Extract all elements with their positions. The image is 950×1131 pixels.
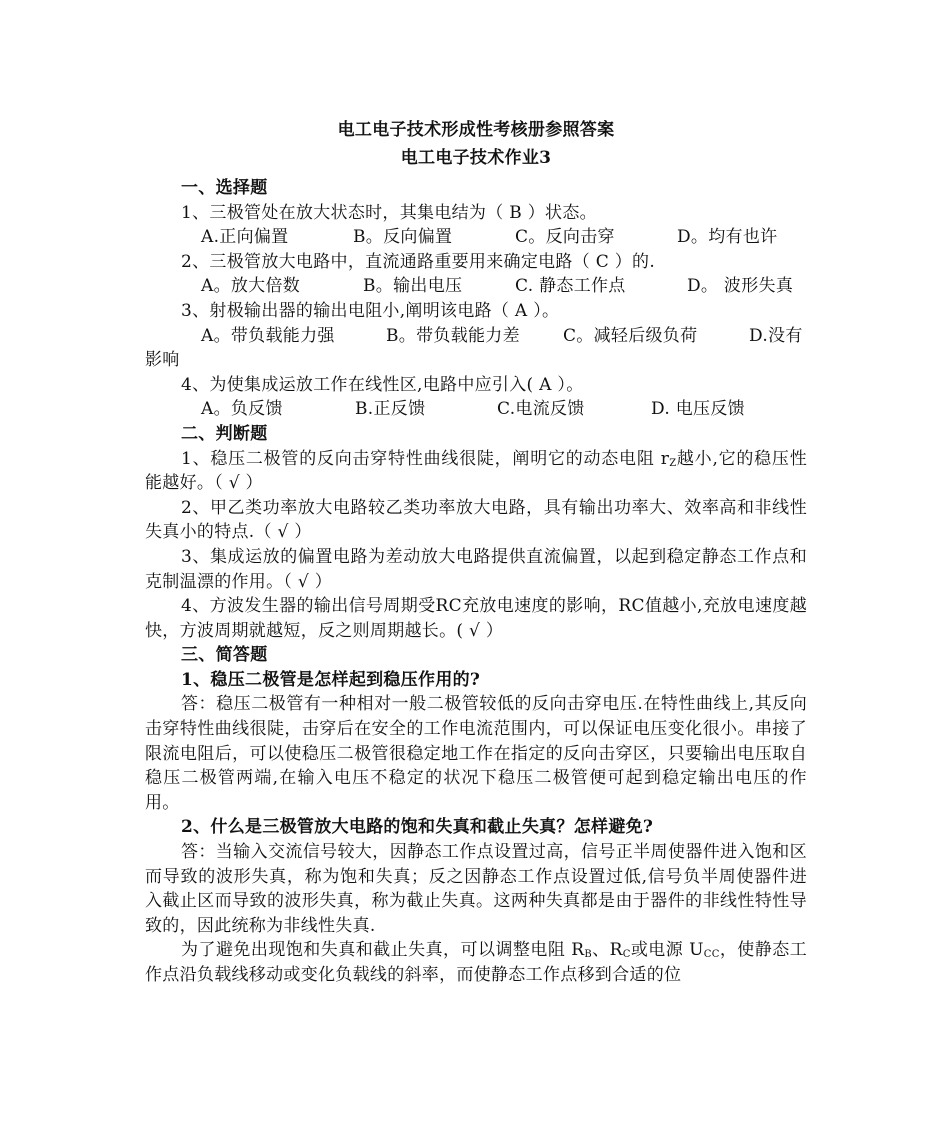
subscript: B — [584, 949, 592, 961]
option: A.正向偏置 — [201, 227, 289, 248]
section-heading-choice: 一、选择题 — [181, 178, 268, 198]
subscript: Z — [669, 457, 677, 469]
judge-item-3: 3、集成运放的偏置电路为差动放大电路提供直流偏置，以起到稳定静态工作点和克制温漂的作用。（ √ ） — [145, 546, 807, 592]
option: B。反向偏置 — [353, 227, 453, 248]
answer-text: ，使静态工作点沿负载线移动或变化负载线的斜率，而使静态工作点移到合适的位 — [145, 940, 808, 985]
answer-text: 、R — [591, 940, 623, 961]
option: D.没有 — [749, 325, 803, 346]
doc-title: 电工电子技术形成性考核册参照答案 — [337, 120, 615, 140]
judge-text: 1、稳压二极管的反向击穿特性曲线很陡，阐明它的动态电阻 r — [181, 448, 670, 469]
short-answer-2-para2 — [145, 938, 807, 987]
answer-text: 为了避免出现饱和失真和截止失真，可以调整电阻 R — [181, 940, 585, 961]
option-wrap-text: 影响 — [145, 350, 180, 371]
question-4: 4、为使集成运放工作在线性区,电路中应引入( A ）。 — [181, 374, 584, 395]
judge-text: 越小,它的稳压性能越好。（ √ ） — [145, 448, 807, 494]
question-3: 3、射极输出器的输出电阻小,阐明该电路（ A ）。 — [181, 300, 560, 321]
document-body — [145, 114, 807, 988]
option: C。减轻后级负荷 — [563, 325, 698, 346]
short-question-2: 2、什么是三极管放大电路的饱和失真和截止失真？怎样避免? — [181, 817, 654, 838]
judge-item-4: 4、方波发生器的输出信号周期受RC充放电速度的影响，RC值越小,充放电速度越快，方波周期就越短，反之则周期越长。( √ ） — [145, 596, 807, 641]
subscript: CC — [703, 949, 720, 961]
option: C。反向击穿 — [515, 227, 615, 248]
options-row — [145, 397, 807, 422]
short-answer-2: 答：当输入交流信号较大，因静态工作点设置过高，信号正半周使器件进入饱和区而导致的波形失真，称为饱和失真；反之因静态工作点设置过低,信号负半周使器件进入截止区而导致的波形失真，称为截止失真。这两种失真都是由于器件的非线性特性导致的，因此统称为非线性失真. — [145, 842, 807, 936]
doc-subtitle: 电工电子技术作业3 — [400, 148, 552, 168]
option: A。负反馈 — [201, 399, 283, 420]
section-heading-judge: 二、判断题 — [181, 423, 268, 444]
subscript: C — [622, 949, 631, 961]
option: B。带负载能力差 — [386, 325, 520, 346]
question-1: 1、三极管处在放大状态时，其集电结为（ B ）状态。 — [181, 202, 597, 223]
option: B。输出电压 — [363, 276, 463, 297]
option: D. 电压反馈 — [651, 399, 745, 420]
options-row — [145, 225, 807, 250]
option: D。 波形失真 — [687, 276, 794, 297]
option: D。均有也许 — [677, 227, 778, 248]
option: B.正反馈 — [355, 399, 426, 420]
answer-text: 或电源 U — [630, 940, 704, 961]
section-heading-short-answer: 三、简答题 — [181, 645, 268, 666]
option: A。带负载能力强 — [201, 325, 335, 346]
judge-item-1 — [145, 447, 807, 496]
option: C.电流反馈 — [497, 399, 585, 420]
options-row — [145, 274, 807, 299]
option: A。放大倍数 — [201, 276, 301, 297]
question-2: 2、三极管放大电路中，直流通路重要用来确定电路（ C ）的. — [181, 251, 656, 272]
short-question-1: 1、稳压二极管是怎样起到稳压作用的? — [181, 669, 481, 690]
short-answer-1: 答：稳压二极管有一种相对一般二极管较低的反向击穿电压.在特性曲线上,其反向击穿特性曲线很陡，击穿后在安全的工作电流范围内，可以保证电压变化很小。串接了限流电阻后，可以使稳压二极管很稳定地工作在指定的反向击穿区，只要输出电压取自稳压二极管两端,在输入电压不稳定的状况下稳压二极管便可起到稳定输出电压的作用。 — [145, 694, 807, 813]
options-row — [145, 324, 807, 349]
option: C. 静态工作点 — [515, 276, 626, 297]
judge-item-2: 2、甲乙类功率放大电路较乙类功率放大电路，具有输出功率大、效率高和非线性失真小的特点.（ √ ） — [145, 497, 807, 543]
